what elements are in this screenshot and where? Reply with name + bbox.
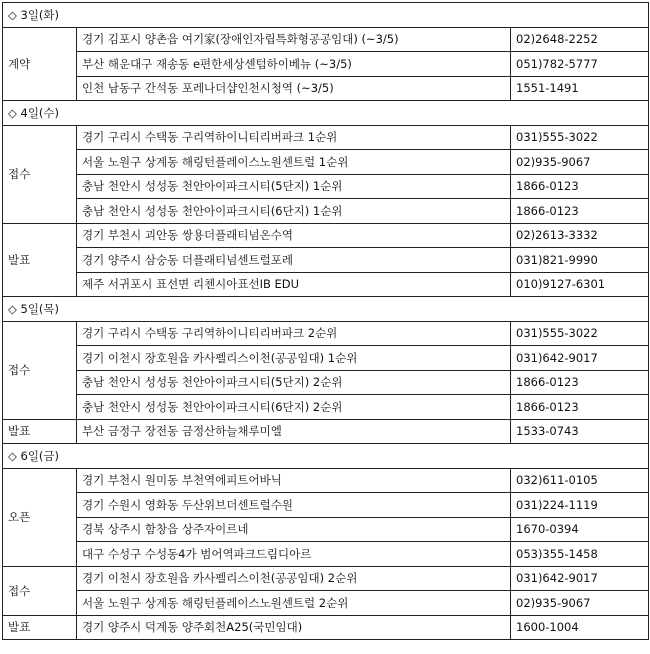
complex-name-cell: 충남 천안시 성성동 천안아이파크시티(5단지) 2순위	[77, 370, 511, 395]
phone-cell: 1533-0743	[511, 419, 649, 444]
day-header: ◇ 3일(화)	[3, 3, 649, 28]
table-row	[3, 125, 649, 150]
table-row	[3, 199, 649, 224]
complex-name-cell: 충남 천안시 성성동 천안아이파크시티(6단지) 2순위	[77, 395, 511, 420]
phone-cell: 02)2613-3332	[511, 223, 649, 248]
table-row	[3, 615, 649, 640]
table-row	[3, 346, 649, 371]
phone-cell: 1551-1491	[511, 76, 649, 101]
complex-name-cell: 충남 천안시 성성동 천안아이파크시티(6단지) 1순위	[77, 199, 511, 224]
table-row	[3, 174, 649, 199]
complex-name-cell: 경기 이천시 장호원읍 카사펠리스이천(공공임대) 1순위	[77, 346, 511, 371]
complex-name-cell: 인천 남동구 간석동 포레나더샵인천시청역 (~3/5)	[77, 76, 511, 101]
complex-name-cell: 제주 서귀포시 표선면 리첸시아표선IB EDU	[77, 272, 511, 297]
complex-name-cell: 경기 구리시 수택동 구리역하이니티리버파크 2순위	[77, 321, 511, 346]
phone-cell: 053)355-1458	[511, 542, 649, 567]
table-row	[3, 566, 649, 591]
phone-cell: 1866-0123	[511, 395, 649, 420]
table-row	[3, 419, 649, 444]
complex-name-cell: 경기 양주시 덕계동 양주회천A25(국민임대)	[77, 615, 511, 640]
complex-name-cell: 경기 김포시 양촌읍 여기家(장애인자립특화형공공임대) (~3/5)	[77, 27, 511, 52]
category-cell: 계약	[3, 27, 77, 101]
complex-name-cell: 경기 양주시 삼숭동 더플래티넘센트럴포레	[77, 248, 511, 273]
table-row	[3, 591, 649, 616]
phone-cell: 031)821-9990	[511, 248, 649, 273]
phone-cell: 032)611-0105	[511, 468, 649, 493]
table-row	[3, 248, 649, 273]
day-header-row	[3, 3, 649, 28]
table-row	[3, 542, 649, 567]
table-row	[3, 395, 649, 420]
subscription-schedule-table	[2, 2, 649, 640]
table-row	[3, 27, 649, 52]
complex-name-cell: 서울 노원구 상계동 해링턴플레이스노원센트럴 1순위	[77, 150, 511, 175]
complex-name-cell: 부산 해운대구 재송동 e편한세상센텀하이베뉴 (~3/5)	[77, 52, 511, 77]
table-row	[3, 517, 649, 542]
phone-cell: 031)555-3022	[511, 321, 649, 346]
table-row	[3, 223, 649, 248]
day-header-row	[3, 297, 649, 322]
table-row	[3, 52, 649, 77]
phone-cell: 051)782-5777	[511, 52, 649, 77]
complex-name-cell: 경기 부천시 원미동 부천역에피트어바닉	[77, 468, 511, 493]
category-cell: 발표	[3, 615, 77, 640]
table-row	[3, 493, 649, 518]
day-header-row	[3, 101, 649, 126]
phone-cell: 031)224-1119	[511, 493, 649, 518]
table-row	[3, 321, 649, 346]
phone-cell: 1600-1004	[511, 615, 649, 640]
phone-cell: 02)935-9067	[511, 150, 649, 175]
phone-cell: 02)935-9067	[511, 591, 649, 616]
complex-name-cell: 부산 금정구 장전동 금정산하늘채루미엘	[77, 419, 511, 444]
complex-name-cell: 충남 천안시 성성동 천안아이파크시티(5단지) 1순위	[77, 174, 511, 199]
phone-cell: 1866-0123	[511, 199, 649, 224]
category-cell: 접수	[3, 566, 77, 615]
table-row	[3, 370, 649, 395]
complex-name-cell: 경북 상주시 함창읍 상주자이르네	[77, 517, 511, 542]
phone-cell: 1866-0123	[511, 174, 649, 199]
phone-cell: 1670-0394	[511, 517, 649, 542]
complex-name-cell: 경기 부천시 괴안동 쌍용더플래티넘온수역	[77, 223, 511, 248]
day-header: ◇ 6일(금)	[3, 444, 649, 469]
table-row	[3, 76, 649, 101]
category-cell: 발표	[3, 419, 77, 444]
day-header-row	[3, 444, 649, 469]
day-header: ◇ 5일(목)	[3, 297, 649, 322]
table-row	[3, 272, 649, 297]
phone-cell: 010)9127-6301	[511, 272, 649, 297]
category-cell: 접수	[3, 321, 77, 419]
phone-cell: 031)642-9017	[511, 346, 649, 371]
category-cell: 오픈	[3, 468, 77, 566]
table-row	[3, 468, 649, 493]
complex-name-cell: 대구 수성구 수성동4가 범어역파크드림디아르	[77, 542, 511, 567]
phone-cell: 02)2648-2252	[511, 27, 649, 52]
category-cell: 발표	[3, 223, 77, 297]
day-header: ◇ 4일(수)	[3, 101, 649, 126]
category-cell: 접수	[3, 125, 77, 223]
phone-cell: 1866-0123	[511, 370, 649, 395]
complex-name-cell: 경기 수원시 영화동 두산위브더센트럴수원	[77, 493, 511, 518]
schedule-table-body	[3, 3, 649, 640]
complex-name-cell: 경기 이천시 장호원읍 카사펠리스이천(공공임대) 2순위	[77, 566, 511, 591]
table-row	[3, 150, 649, 175]
complex-name-cell: 경기 구리시 수택동 구리역하이니티리버파크 1순위	[77, 125, 511, 150]
complex-name-cell: 서울 노원구 상계동 해링턴플레이스노원센트럴 2순위	[77, 591, 511, 616]
phone-cell: 031)642-9017	[511, 566, 649, 591]
phone-cell: 031)555-3022	[511, 125, 649, 150]
